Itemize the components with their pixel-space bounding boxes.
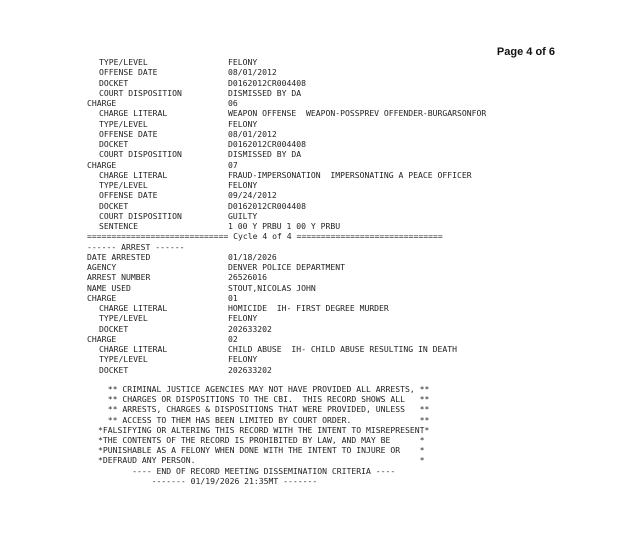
field-value: DENVER POLICE DEPARTMENT [228,262,345,272]
field-value: STOUT,NICOLAS JOHN [228,282,316,293]
field-value: 08/01/2012 [228,128,277,139]
field-label: SENTENCE [99,221,138,231]
field-value: 202633202 [228,323,272,334]
field-value: 01 [228,292,238,303]
record-field [87,190,443,200]
disclaimer-line: *FALSIFYING OR ALTERING THIS RECORD WITH THE INTENT TO MISREPRESENT* [98,424,430,435]
record-field [87,57,443,67]
field-label: COURT DISPOSITION [99,87,182,98]
field-label: TYPE/LEVEL [99,180,148,190]
field-label: DOCKET [99,364,129,375]
record-field [87,139,443,149]
record-field [87,324,443,334]
record-disclaimer [98,384,429,486]
field-label: DOCKET [99,139,129,149]
record-field [87,272,443,282]
record-field [87,344,458,354]
field-label: CHARGE [87,292,117,303]
field-label: CHARGE [87,98,117,108]
disclaimer-line: ** ACCESS TO THEM HAS BEEN LIMITED BY COURT ORDER. ** [98,414,430,425]
record-field [87,180,443,190]
record-field [87,201,443,211]
field-label: CHARGE [87,333,117,344]
criminal-history-record [87,57,487,375]
record-field [87,160,443,170]
record-field [87,283,443,293]
record-field [87,293,443,303]
field-label: AGENCY [87,262,117,272]
record-field [87,67,443,77]
disclaimer-line: ** CRIMINAL JUSTICE AGENCIES MAY NOT HAVE PROVIDED ALL ARRESTS, ** [98,384,430,394]
field-label: TYPE/LEVEL [99,118,148,129]
disclaimer-line: *DEFRAUD ANY PERSON. * [98,455,425,466]
field-value: FELONY [228,313,258,324]
field-value: 202633202 [228,364,272,375]
field-label: ARREST NUMBER [87,272,151,283]
field-value: GUILTY [228,210,258,221]
record-field [87,313,443,323]
field-label: NAME USED [87,282,131,293]
disclaimer-line: *PUNISHABLE AS A FELONY WHEN DONE WITH THE INTENT TO INJURE OR * [98,445,425,456]
record-field [87,262,443,272]
field-value: FELONY [228,180,258,190]
disclaimer-line: ------- 01/19/2026 21:35MT ------- [98,475,318,486]
field-label: CHARGE LITERAL [99,108,168,119]
field-label: CHARGE [87,159,117,170]
field-value: 08/01/2012 [228,67,277,78]
field-label: DOCKET [99,77,129,88]
field-value: 1 00 Y PRBU 1 00 Y PRBU [228,221,341,231]
field-value: D0162012CR004408 [228,200,306,211]
field-value: HOMICIDE IH- FIRST DEGREE MURDER [228,303,389,313]
field-label: TYPE/LEVEL [99,313,148,324]
field-label: CHARGE LITERAL [99,303,168,313]
field-label: OFFENSE DATE [99,190,158,201]
record-field [87,221,443,231]
field-value: 26526016 [228,272,267,283]
record-field [87,88,443,98]
field-value: DISMISSED BY DA [228,149,302,160]
field-value: FELONY [228,354,258,365]
field-value: D0162012CR004408 [228,77,306,88]
field-value: 02 [228,333,238,344]
record-field [87,211,443,221]
record-field [87,365,443,375]
field-value: 01/18/2026 [228,251,277,262]
field-value: FELONY [228,118,258,129]
field-label: COURT DISPOSITION [99,149,182,160]
record-field [87,129,443,139]
record-field [87,354,443,364]
disclaimer-line: *THE CONTENTS OF THE RECORD IS PROHIBITED BY LAW, AND MAY BE * [98,434,425,445]
field-value: 09/24/2012 [228,190,277,201]
disclaimer-line: ** ARRESTS, CHARGES & DISPOSITIONS THAT WERE PROVIDED, UNLESS ** [98,404,430,415]
field-label: DOCKET [99,200,129,211]
field-value: WEAPON OFFENSE WEAPON-POSSPREV OFFENDER-BURGARSONFOR [228,108,487,119]
field-label: TYPE/LEVEL [99,354,148,365]
disclaimer-line: ---- END OF RECORD MEETING DISSEMINATION CRITERIA ---- [98,465,396,476]
field-value: D0162012CR004408 [228,139,306,149]
record-field [87,252,443,262]
field-value: FELONY [228,57,258,67]
field-label: CHARGE LITERAL [99,344,168,354]
field-label: TYPE/LEVEL [99,57,148,67]
record-field [87,334,443,344]
field-label: OFFENSE DATE [99,67,158,78]
field-value: FRAUD-IMPERSONATION IMPERSONATING A PEACE OFFICER [228,169,472,180]
field-value: CHILD ABUSE IH- CHILD ABUSE RESULTING IN DEATH [228,344,458,354]
field-label: OFFENSE DATE [99,128,158,139]
record-field [87,303,443,313]
cycle-separator: ============================= Cycle 4 of 4 ============================== [87,231,443,242]
page-number: Page 4 of 6 [496,46,555,58]
record-field [87,119,443,129]
record-field [87,108,487,119]
field-label: DOCKET [99,323,129,334]
field-label: COURT DISPOSITION [99,210,182,221]
disclaimer-line: ** CHARGES OR DISPOSITIONS TO THE CBI. THIS RECORD SHOWS ALL ** [98,394,430,405]
arrest-header: ------ ARREST ------ [87,241,185,252]
field-label: DATE ARRESTED [87,251,151,262]
field-value: 06 [228,98,238,108]
record-field [87,78,443,88]
field-value: DISMISSED BY DA [228,87,302,98]
record-field [87,169,472,180]
record-field [87,98,443,108]
field-value: 07 [228,159,238,170]
field-label: CHARGE LITERAL [99,169,168,180]
record-field [87,149,443,159]
